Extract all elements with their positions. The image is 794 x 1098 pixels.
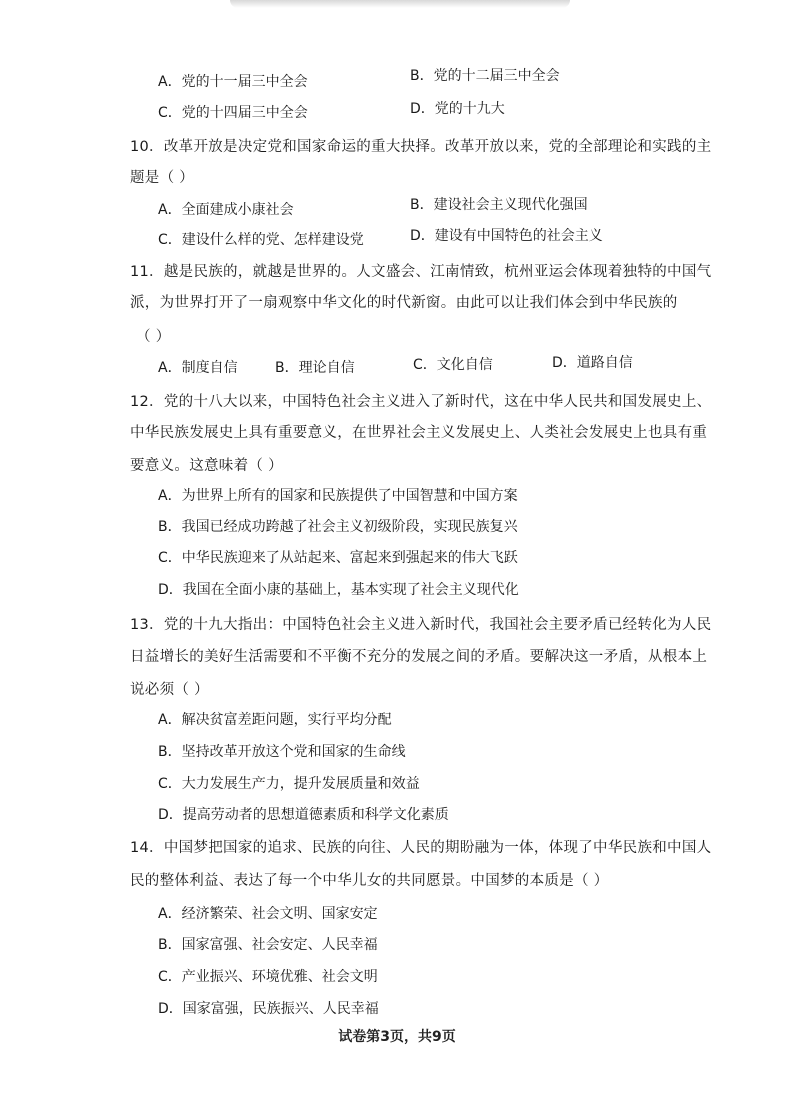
q13-option-a: A．解决贫富差距问题，实行平均分配 bbox=[158, 712, 392, 728]
q9-option-c: C．党的十四届三中全会 bbox=[158, 105, 308, 121]
page-footer: 试卷第3页，共9页 bbox=[338, 1029, 456, 1045]
q13-stem-line1: 13．党的十九大指出：中国特色社会主义进入新时代，我国社会主要矛盾已经转化为人民 bbox=[130, 617, 712, 633]
q11-option-c: C．文化自信 bbox=[413, 357, 493, 373]
q12-option-a: A．为世界上所有的国家和民族提供了中国智慧和中国方案 bbox=[158, 488, 518, 504]
q13-option-c: C．大力发展生产力，提升发展质量和效益 bbox=[158, 776, 420, 792]
q13-stem-line2: 日益增长的美好生活需要和不平衡不充分的发展之间的矛盾。要解决这一矛盾，从根本上 bbox=[130, 649, 708, 665]
q11-stem-line1: 11．越是民族的，就越是世界的。人文盛会、江南情致，杭州亚运会体现着独特的中国气 bbox=[130, 264, 712, 280]
q11-option-b: B．理论自信 bbox=[275, 360, 355, 376]
scan-shadow bbox=[230, 0, 570, 8]
q10-option-b: B．建设社会主义现代化强国 bbox=[410, 197, 588, 213]
q10-stem-line1: 10．改革开放是决定党和国家命运的重大抉择。改革开放以来，党的全部理论和实践的主 bbox=[130, 139, 712, 155]
q13-stem-line3: 说必须（ ） bbox=[130, 682, 209, 698]
q13-option-d: D．提高劳动者的思想道德素质和科学文化素质 bbox=[158, 807, 449, 823]
q12-option-c: C．中华民族迎来了从站起来、富起来到强起来的伟大飞跃 bbox=[158, 550, 518, 566]
q12-stem-line2: 中华民族发展史上具有重要意义，在世界社会主义发展史上、人类社会发展史上也具有重 bbox=[130, 425, 708, 441]
q9-option-b: B．党的十二届三中全会 bbox=[410, 68, 560, 84]
q10-option-a: A．全面建成小康社会 bbox=[158, 202, 294, 218]
q11-stem-line2: 派，为世界打开了一扇观察中华文化的时代新窗。由此可以让我们体会到中华民族的 bbox=[130, 295, 678, 311]
q14-option-b: B．国家富强、社会安定、人民幸福 bbox=[158, 937, 378, 953]
q11-option-a: A．制度自信 bbox=[158, 360, 238, 376]
q14-option-c: C．产业振兴、环境优雅、社会文明 bbox=[158, 969, 378, 985]
q12-option-b: B．我国已经成功跨越了社会主义初级阶段，实现民族复兴 bbox=[158, 519, 518, 535]
q14-stem-line1: 14．中国梦把国家的追求、民族的向往、人民的期盼融为一体，体现了中华民族和中国人 bbox=[130, 840, 712, 856]
q12-stem-line3: 要意义。这意味着（ ） bbox=[130, 458, 283, 474]
q10-option-c: C．建设什么样的党、怎样建设党 bbox=[158, 232, 364, 248]
q9-option-d: D．党的十九大 bbox=[410, 101, 505, 117]
q10-option-d: D．建设有中国特色的社会主义 bbox=[410, 228, 603, 244]
q12-stem-line1: 12．党的十八大以来，中国特色社会主义进入了新时代，这在中华人民共和国发展史上、 bbox=[130, 394, 712, 410]
q11-option-d: D．道路自信 bbox=[552, 355, 633, 371]
q10-stem-line2: 题是（ ） bbox=[130, 170, 195, 186]
q13-option-b: B．坚持改革开放这个党和国家的生命线 bbox=[158, 744, 406, 760]
q9-option-a: A．党的十一届三中全会 bbox=[158, 74, 308, 90]
q14-option-a: A．经济繁荣、社会文明、国家安定 bbox=[158, 906, 378, 922]
q12-option-d: D．我国在全面小康的基础上，基本实现了社会主义现代化 bbox=[158, 582, 519, 598]
q14-stem-line2: 民的整体利益、表达了每一个中华儿女的共同愿景。中国梦的本质是（ ） bbox=[130, 873, 609, 889]
q11-stem-line3: （ ） bbox=[136, 329, 171, 345]
q14-option-d: D．国家富强，民族振兴、人民幸福 bbox=[158, 1001, 379, 1017]
